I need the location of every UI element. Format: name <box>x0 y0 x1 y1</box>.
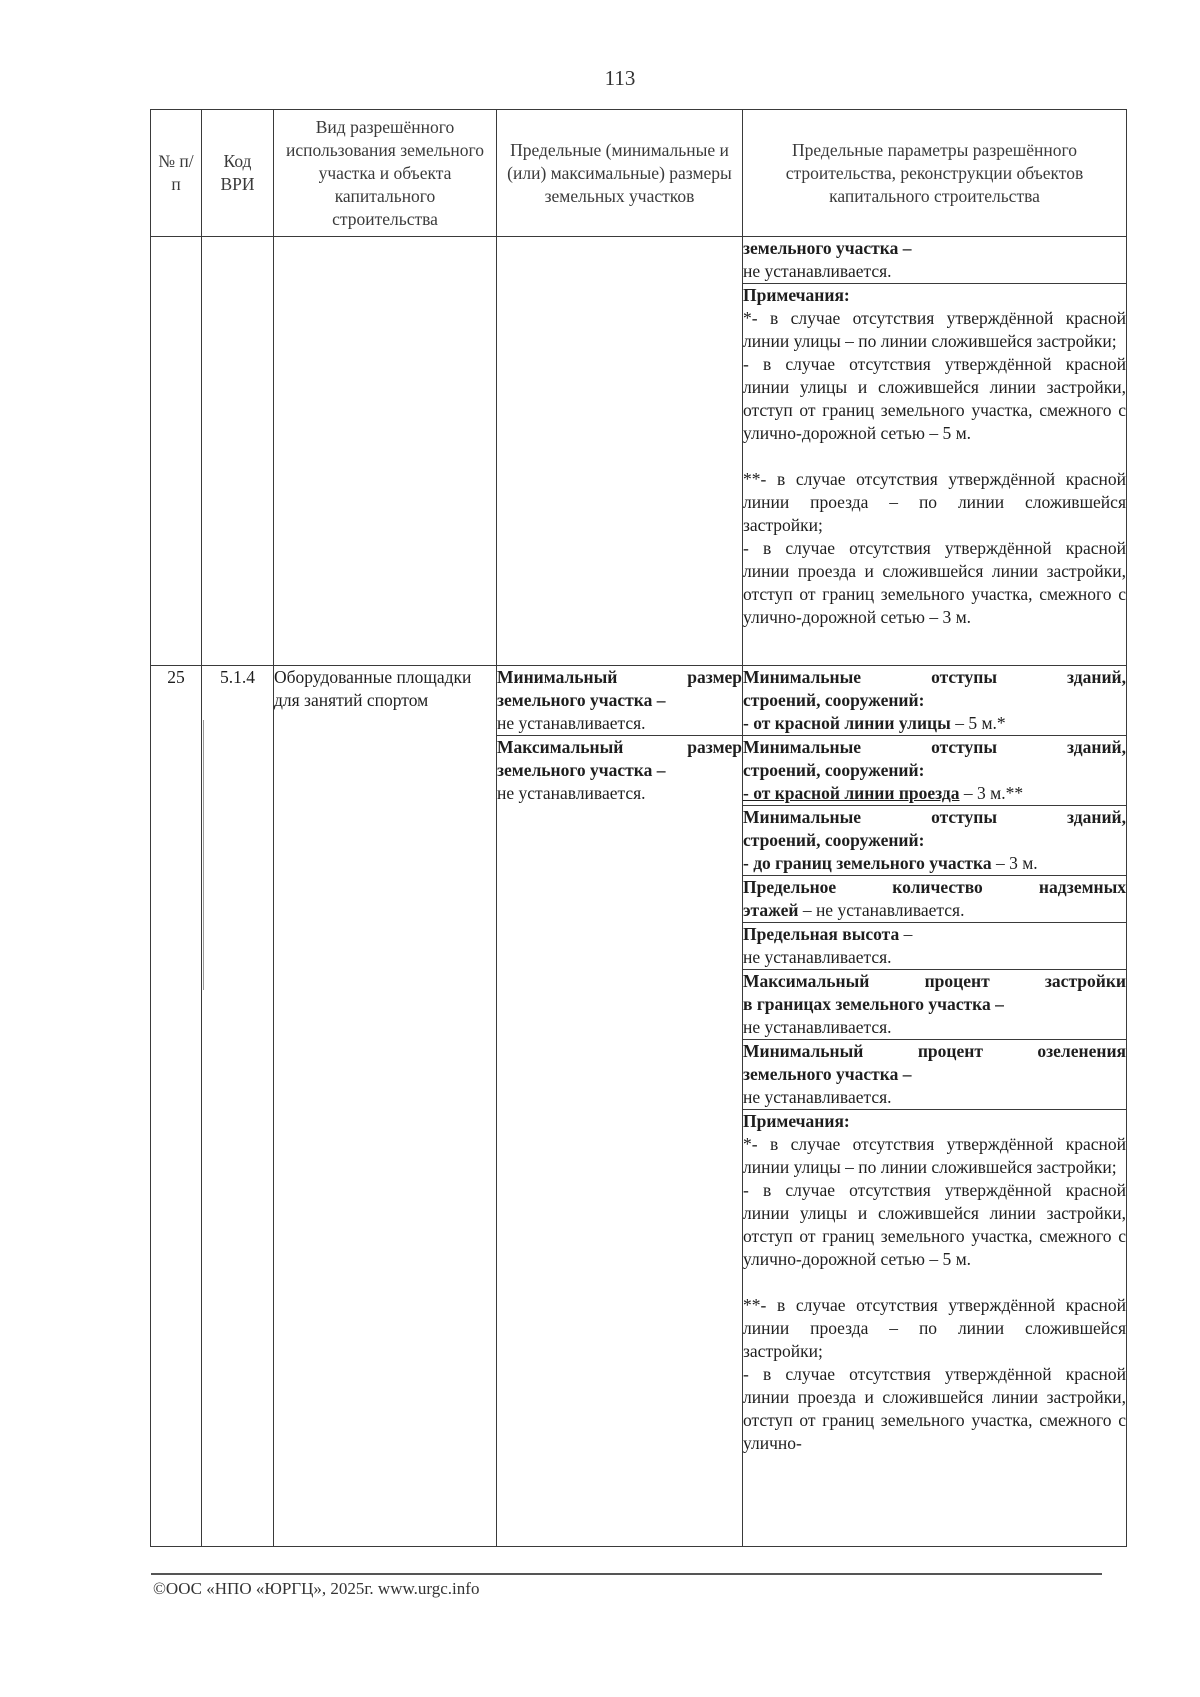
row25-max-size-title: Максимальный размер <box>497 737 742 757</box>
cont-notes-title: Примечания: <box>743 285 850 305</box>
footer-copyright: ©ООС «НПО «ЮРГЦ», 2025г. www.urgc.info <box>153 1579 480 1598</box>
param-1-subtitle: строений, сооружений: <box>743 690 925 710</box>
param-7-subtitle: земельного участка – <box>743 1064 912 1084</box>
cont-notes-cell <box>743 284 1127 666</box>
row25-note-4: - в случае отсутствия утверждённой красной линии проезда и сложившейся линии застройки, отступ от границ земельного участка, смежного с улично- <box>743 1364 1126 1453</box>
row25-note-1: *- в случае отсутствия утверждённой красной линии улицы – по линии сложившейся застройки; <box>743 1134 1126 1177</box>
row25-param-7 <box>743 1040 1127 1110</box>
param-5-title: Предельная высота <box>743 924 900 944</box>
row25-min-size-title-2: земельного участка – <box>497 690 666 710</box>
param-3-value: – 3 м. <box>991 853 1038 873</box>
param-7-title: Минимальный процент озеленения <box>743 1041 1126 1061</box>
header-num: № п/п <box>151 110 202 237</box>
param-6-subtitle: в границах земельного участка – <box>743 994 1004 1014</box>
param-4-title: Предельное количество надземных <box>743 877 1126 897</box>
row25-param-5 <box>743 923 1127 970</box>
param-3-item: - до границ земельного участка <box>743 853 992 873</box>
cont-num-cell <box>151 237 202 666</box>
row25-param-3 <box>743 806 1127 876</box>
param-5-dash: – <box>899 924 913 944</box>
param-4-value: – не устанавливается. <box>798 900 965 920</box>
table-header-row <box>151 110 1127 237</box>
cont-note-2: - в случае отсутствия утверждённой красной линии улицы и сложившейся линии застройки, отступ от границ земельного участка, смежного с улично-дорожной сетью – 5 м. <box>743 354 1126 443</box>
row25-param-2 <box>743 736 1127 806</box>
cont-size-cell <box>497 237 743 666</box>
cont-param-value: не устанавливается. <box>743 261 892 281</box>
row25-min-size-value: не устанавливается. <box>497 713 646 733</box>
row25-param-6 <box>743 970 1127 1040</box>
cont-param-cell <box>743 237 1127 284</box>
param-2-subtitle: строений, сооружений: <box>743 760 925 780</box>
row25-code: 5.1.4 <box>202 666 274 1547</box>
table-row-25 <box>151 666 1127 736</box>
param-1-title: Минимальные отступы зданий, <box>743 667 1126 687</box>
row25-type: Оборудованные площадки для занятий спортом <box>274 666 497 1547</box>
cont-param-title: земельного участка – <box>743 238 912 258</box>
row25-notes-cell <box>743 1110 1127 1547</box>
param-4-title-2: этажей <box>743 900 799 920</box>
cont-type-cell <box>274 237 497 666</box>
param-6-value: не устанавливается. <box>743 1017 892 1037</box>
row25-min-size <box>497 666 743 736</box>
row25-max-size-value: не устанавливается. <box>497 783 646 803</box>
header-code: Код ВРИ <box>202 110 274 237</box>
param-2-value: – 3 м.** <box>959 783 1024 803</box>
param-1-value: – 5 м.* <box>950 713 1006 733</box>
cont-note-4: - в случае отсутствия утверждённой красной линии проезда и сложившейся линии застройки, отступ от границ земельного участка, смежного с улично-дорожной сетью – 3 м. <box>743 538 1126 627</box>
regulations-table <box>150 109 1127 1547</box>
param-7-value: не устанавливается. <box>743 1087 892 1107</box>
row25-max-size-title-2: земельного участка – <box>497 760 666 780</box>
row25-notes-title: Примечания: <box>743 1111 850 1131</box>
cont-note-3: **- в случае отсутствия утверждённой красной линии проезда – по линии сложившейся застройки; <box>743 469 1126 535</box>
param-1-item: - от красной линии улицы <box>743 713 951 733</box>
header-params: Предельные параметры разрешённого строительства, реконструкции объектов капитального строительства <box>743 110 1127 237</box>
scan-artifact-line <box>203 720 204 990</box>
header-type: Вид разрешённого использования земельного участка и объекта капитального строительства <box>274 110 497 237</box>
row25-param-1 <box>743 666 1127 736</box>
row25-num: 25 <box>151 666 202 1547</box>
footer-divider <box>151 1573 1102 1575</box>
row25-param-4 <box>743 876 1127 923</box>
param-5-value: не устанавливается. <box>743 947 892 967</box>
cont-note-1: *- в случае отсутствия утверждённой красной линии улицы – по линии сложившейся застройки; <box>743 308 1126 351</box>
row25-note-2: - в случае отсутствия утверждённой красной линии улицы и сложившейся линии застройки, отступ от границ земельного участка, смежного с улично-дорожной сетью – 5 м. <box>743 1180 1126 1269</box>
page-number: 113 <box>604 66 636 90</box>
row25-note-3: **- в случае отсутствия утверждённой красной линии проезда – по линии сложившейся застройки; <box>743 1295 1126 1361</box>
header-sizes: Предельные (минимальные и (или) максимальные) размеры земельных участков <box>497 110 743 237</box>
row25-max-size <box>497 736 743 1547</box>
param-6-title: Максимальный процент застройки <box>743 971 1126 991</box>
cont-code-cell <box>202 237 274 666</box>
param-2-title: Минимальные отступы зданий, <box>743 737 1126 757</box>
row25-min-size-title: Минимальный размер <box>497 667 742 687</box>
table-row-continued <box>151 237 1127 284</box>
param-2-item: - от красной линии проезда <box>743 783 960 803</box>
param-3-title: Минимальные отступы зданий, <box>743 807 1126 827</box>
param-3-subtitle: строений, сооружений: <box>743 830 925 850</box>
